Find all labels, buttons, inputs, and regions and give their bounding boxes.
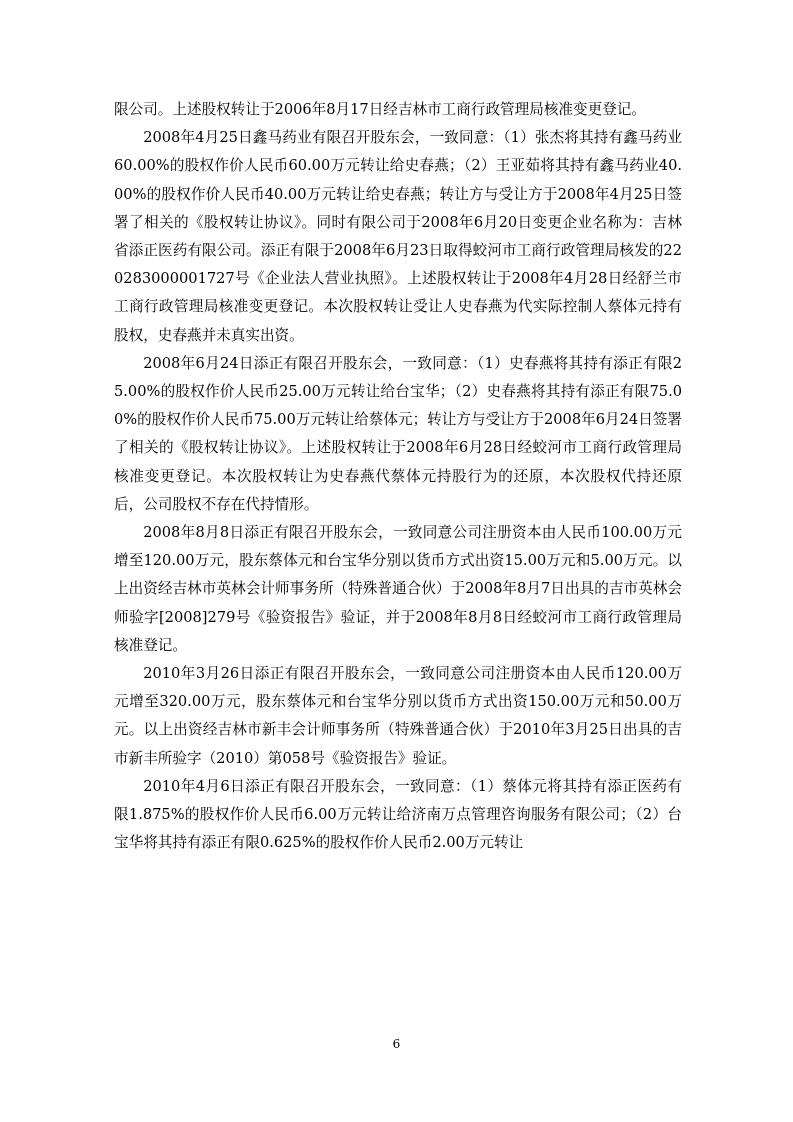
paragraph-5: 2010年3月26日添正有限召开股东会，一致同意公司注册资本由人民币120.00万元增至320.00万元，股东蔡体元和台宝华分别以货币方式出资150.00万元和50.00万元。以上出资经吉林市新丰会计师事务所（特殊普通合伙）于2010年3月25日出具的吉市新丰所验字（2010）第058号《验资报告》验证。 — [114, 665, 682, 767]
paragraph-3: 2008年6月24日添正有限召开股东会，一致同意：（1）史春燕将其持有添正有限25.00%的股权作价人民币25.00万元转让给台宝华；（2）史春燕将其持有添正有限75.00%的股权作价人民币75.00万元转让给蔡体元；转让方与受让方于2008年6月24日签署了相关的《股权转让协议》。上述股权转让于2008年6月28日经蛟河市工商行政管理局核准变更登记。本次股权转让为史春燕代蔡体元持股行为的还原，本次股权代持还原后，公司股权不存在代持情形。 — [114, 354, 682, 513]
page-number: 6 — [392, 1037, 401, 1051]
document-body — [114, 96, 682, 857]
paragraph-1: 限公司。上述股权转让于2006年8月17日经吉林市工商行政管理局核准变更登记。 — [114, 101, 646, 118]
paragraph-4: 2008年8月8日添正有限召开股东会，一致同意公司注册资本由人民币100.00万元增至120.00万元，股东蔡体元和台宝华分别以货币方式出资15.00万元和5.00万元。以上出资经吉林市英林会计师事务所（特殊普通合伙）于2008年8月7日出具的吉市英林会师验字[2008]279号《验资报告》验证，并于2008年8月8日经蛟河市工商行政管理局核准登记。 — [114, 524, 682, 654]
paragraph-2: 2008年4月25日鑫马药业有限召开股东会，一致同意：（1）张杰将其持有鑫马药业60.00%的股权作价人民币60.00万元转让给史春燕；（2）王亚茹将其持有鑫马药业40.00%的股权作价人民币40.00万元转让给史春燕；转让方与受让方于2008年4月25日签署了相关的《股权转让协议》。同时有限公司于2008年6月20日变更企业名称为：吉林省添正医药有限公司。添正有限于2008年6月23日取得蛟河市工商行政管理局核发的220283000001727号《企业法人营业执照》。上述股权转让于2008年4月28日经舒兰市工商行政管理局核准变更登记。本次股权转让受让人史春燕为代实际控制人蔡体元持有股权，史春燕并未真实出资。 — [114, 129, 682, 344]
paragraph-6: 2010年4月6日添正有限召开股东会，一致同意：（1）蔡体元将其持有添正医药有限1.875%的股权作价人民币6.00万元转让给济南万点管理咨询服务有限公司；（2）台宝华将其持有添正有限0.625%的股权作价人民币2.00万元转让 — [114, 777, 682, 852]
